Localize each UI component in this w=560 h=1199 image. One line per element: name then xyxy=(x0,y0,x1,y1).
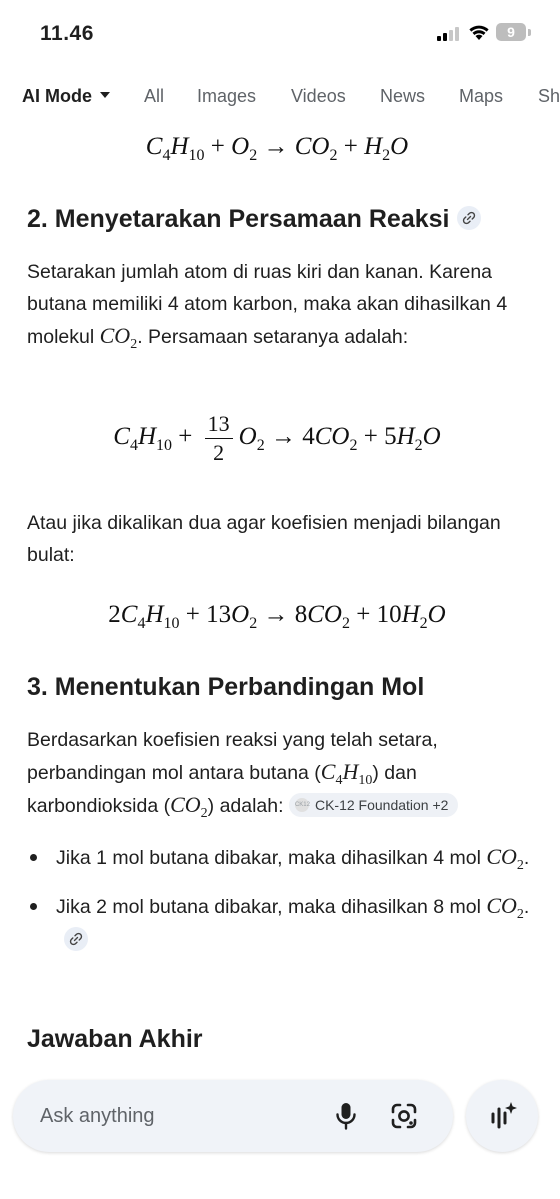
list-item: Jika 1 mol butana dibakar, maka dihasilkan 4 mol $CO_2$. xyxy=(27,840,532,875)
section-heading-mole-ratio: 3. Menentukan Perbandingan Mol xyxy=(27,673,425,701)
tab-label: AI Mode xyxy=(22,86,92,106)
link-icon xyxy=(462,211,476,225)
tab-news[interactable]: News xyxy=(380,86,426,106)
source-citation-chip[interactable] xyxy=(289,793,458,817)
ask-input[interactable] xyxy=(40,1102,320,1130)
citation-link-button[interactable] xyxy=(64,927,88,951)
section-heading-balancing: 2. Menyetarakan Persamaan Reaksi xyxy=(27,205,481,234)
paragraph-mole-ratio: Berdasarkan koefisien reaksi yang telah setara, perbandingan mol antara butana $(C_4H_{10})$ dan karbondioksida $(CO_2)$ adalah: CK12 CK-12 Foundation +2 xyxy=(27,724,527,822)
source-chip-label: CK-12 Foundation +2 xyxy=(314,796,449,813)
ck12-logo-icon: CK12 xyxy=(295,798,309,812)
tab-maps[interactable]: Maps xyxy=(459,86,504,106)
paragraph-balancing: Setarakan jumlah atom di ruas kiri dan kanan. Karena butana memiliki 4 atom karbon, maka akan dihasilkan 4 molekul $CO_2$. Persamaan setaranya adalah: xyxy=(27,261,508,352)
paragraph-integer: Atau jika dikalikan dua agar koefisien menjadi bilangan bulat: xyxy=(27,512,501,566)
citation-link-button[interactable] xyxy=(457,206,481,230)
tab-videos[interactable]: Videos xyxy=(291,86,346,106)
google-lens-icon[interactable] xyxy=(390,1102,418,1130)
section-heading-final-answer: Jawaban Akhir xyxy=(27,1025,203,1053)
math-co2: $CO_2$ xyxy=(486,893,524,922)
math-co2: $CO_2$ xyxy=(170,792,208,821)
tab-shopping[interactable]: Sh xyxy=(538,86,560,106)
math-co2: $CO_2$ xyxy=(486,844,524,873)
tab-images[interactable]: Images xyxy=(197,86,257,106)
microphone-icon[interactable] xyxy=(334,1102,358,1130)
voice-waveform-sparkle-icon xyxy=(488,1100,518,1132)
equation-balanced-fraction: $C_4H_{10}$ + $\frac{13}{2}$ $O_2 \to 4CO_2 + 5H_2O$ xyxy=(113,411,441,465)
mole-ratio-list xyxy=(27,840,532,971)
tab-all[interactable]: All xyxy=(144,86,165,106)
math-butane: $C_4H_{10}$ xyxy=(320,759,373,788)
status-time: 11.46 xyxy=(40,22,94,45)
battery-icon: 9 xyxy=(496,23,526,41)
link-icon xyxy=(69,932,83,946)
equation-unbalanced: $C_4H_{10} + O_2 \to CO_2 + H_2O$ xyxy=(145,133,409,164)
live-voice-button[interactable] xyxy=(466,1080,538,1152)
fraction: $\frac{13}{2}$ xyxy=(205,412,233,465)
list-item: Jika 2 mol butana dibakar, maka dihasilkan 8 mol $CO_2$. xyxy=(27,889,532,957)
math-co2: $CO_2$ xyxy=(99,323,138,352)
ask-bar xyxy=(13,1080,453,1152)
equation-balanced-integer: $2C_4H_{10} + 13O_2 \to 8CO_2 + 10H_2O$ xyxy=(108,601,446,632)
